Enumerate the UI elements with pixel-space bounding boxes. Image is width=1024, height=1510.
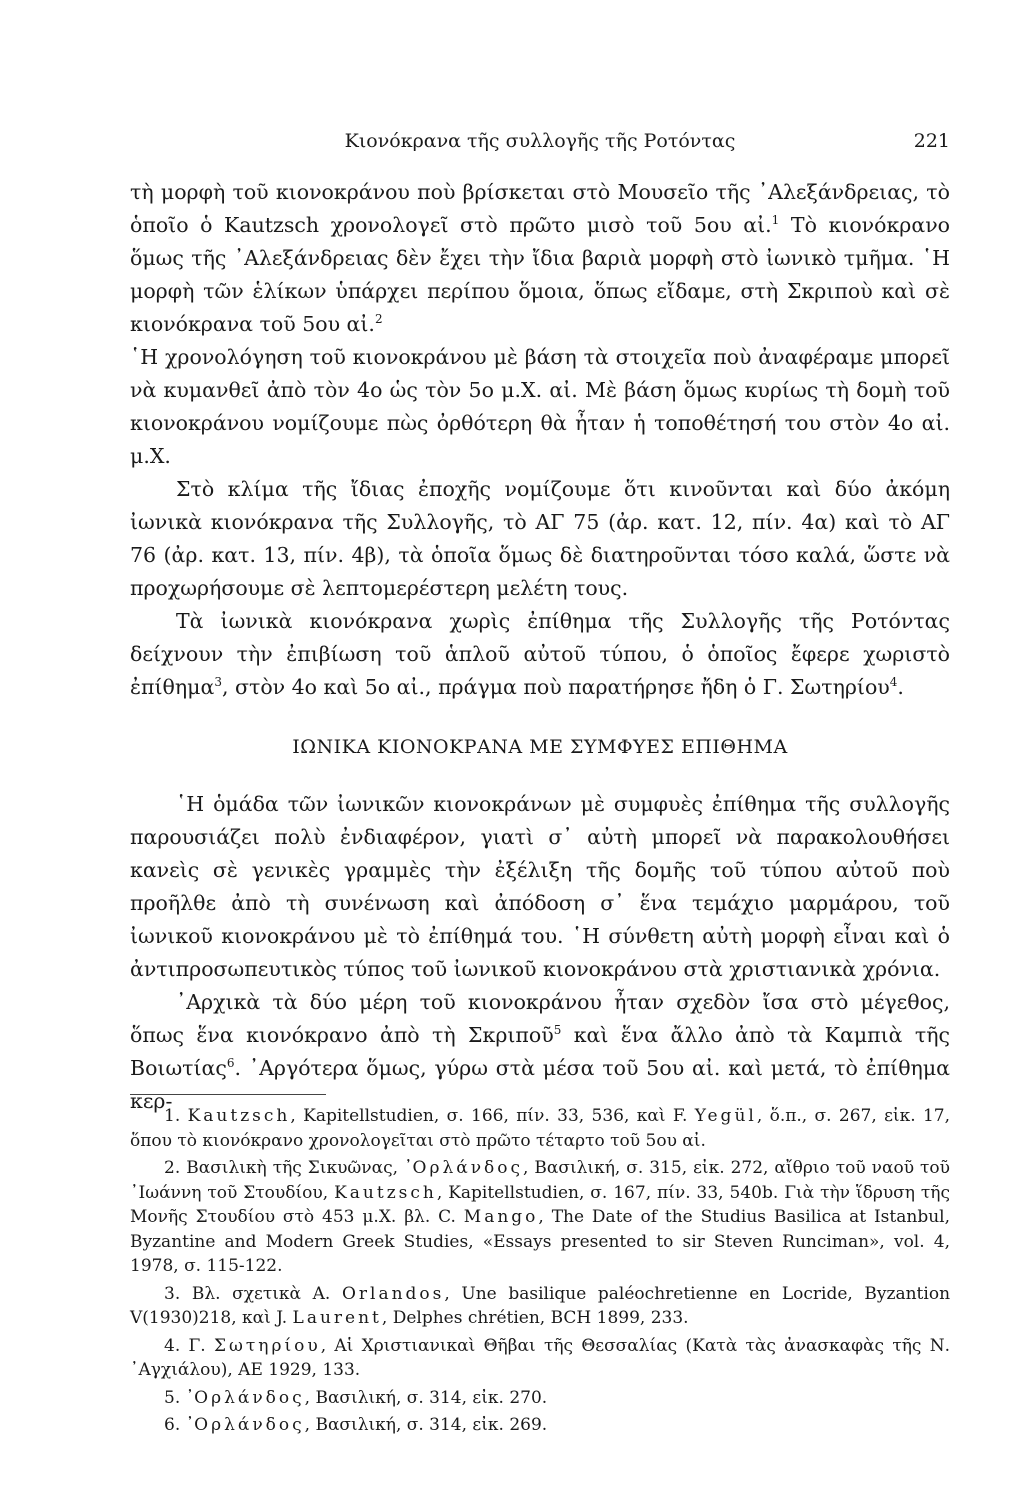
- paragraph-6: ᾿Αρχικὰ τὰ δύο μέρη τοῦ κιονοκράνου ἦταν σχεδὸν ἴσα στὸ μέγεθος, ὅπως ἕνα κιονόκρανο ἀπὸ τὴ Σκριποῦ$^5$ καὶ ἕνα ἄλλο ἀπὸ τὰ Καμπιὰ τῆς Βοιωτίας$^6$. ᾿Αργότερα ὅμως, γύρω στὰ μέσα τοῦ 5ου αἰ. καὶ μετά, τὸ ἐπίθημα κερ-: [130, 990, 950, 1113]
- footnote-4: 4. Γ. Σωτηρίου, Αἱ Χριστιανικαὶ Θῆβαι τῆς Θεσσαλίας (Κατὰ τὰς ἀνασκαφὰς τῆς Ν. ᾿Αγχιάλου), ΑΕ 1929, 133.: [130, 1335, 950, 1380]
- footnote-ref-6: 6: [226, 1056, 235, 1071]
- footnote-ref-2: 2: [374, 312, 383, 327]
- footnote-1: 1. Kautzsch, Kapitellstudien, σ. 166, πίν. 33, 536, καὶ F. Yegül, ὅ.π., σ. 267, εἰκ. 17, ὅπου τὸ κιονόκρανο χρονολογεῖται στὸ πρῶτο τέταρτο τοῦ 5ου αἰ.: [130, 1106, 951, 1151]
- footnote-2: 2. Βασιλικὴ τῆς Σικυῶνας, ᾿Ορλάνδος, Βασιλική, σ. 315, εἰκ. 272, αἴθριο τοῦ ναοῦ τοῦ ᾿Ιωάννη τοῦ Στουδίου, Kautzsch, Kapitellstudien, σ. 167, πίν. 33, 540b. Γιὰ τὴν ἵδρυση τῆς Μονῆς Στουδίου στὸ 453 μ.Χ. βλ. C. Mango, The Date of the Studius Basilica at Istanbul, Byzantine and Modern Greek Studies, «Essays presented to sir Steven Runciman», vol. 4, 1978, σ. 115-122.: [130, 1158, 950, 1276]
- footnote-divider: [130, 1094, 326, 1095]
- page-number: 221: [913, 130, 950, 152]
- main-text: [130, 176, 950, 1118]
- footnote-ref-5: 5: [553, 1023, 562, 1038]
- paragraph-1: τὴ μορφὴ τοῦ κιονοκράνου ποὺ βρίσκεται στὸ Μουσεῖο τῆς ᾿Αλεξάνδρειας, τὸ ὁποῖο ὁ Kautzsch χρονολογεῖ στὸ πρῶτο μισὸ τοῦ 5ου αἰ.$^1$ Τὸ κιονόκρανο ὅμως τῆς ᾿Αλεξάνδρειας δὲν ἔχει τὴν ἴδια βαριὰ μορφὴ στὸ ἰωνικὸ τμῆμα. ῾Η μορφὴ τῶν ἑλίκων ὑπάρχει περίπου ὅμοια, ὅπως εἴδαμε, στὴ Σκριποὺ καὶ σὲ κιονόκρανα τοῦ 5ου αἰ.$^2$: [130, 180, 951, 336]
- footnote-5: 5. ᾿Ορλάνδος, Βασιλική, σ. 314, εἰκ. 270.: [164, 1387, 548, 1408]
- footnote-6: 6. ᾿Ορλάνδος, Βασιλική, σ. 314, εἰκ. 269.: [164, 1415, 548, 1435]
- footnote-ref-3: 3: [214, 675, 222, 690]
- footnote-ref-4: 4: [889, 675, 898, 690]
- footnote-ref-1: 1: [771, 213, 780, 228]
- footnote-3: 3. Βλ. σχετικὰ A. Orlandos, Une basilique paléochretienne en Locride, Byzantion V(1930)218, καὶ J. Laurent, Delphes chrétien, BCH 1899, 233.: [130, 1283, 951, 1328]
- paragraph-2: ῾Η χρονολόγηση τοῦ κιονοκράνου μὲ βάση τὰ στοιχεῖα ποὺ ἀναφέραμε μπορεῖ νὰ κυμανθεῖ ἀπὸ τὸν 4ο ὡς τὸν 5ο μ.Χ. αἰ. Μὲ βάση ὅμως κυρίως τὴ δομὴ τοῦ κιονοκράνου νομίζουμε πὼς ὀρθότερη θὰ ἦταν ἡ τοποθέτησή του στὸν 4ο αἰ. μ.Χ.: [130, 345, 950, 468]
- paragraph-4: Τὰ ἰωνικὰ κιονόκρανα χωρὶς ἐπίθημα τῆς Συλλογῆς τῆς Ροτόντας δείχνουν τὴν ἐπιβίωση τοῦ ἁπλοῦ αὐτοῦ τύπου, ὁ ὁποῖος ἔφερε χωριστὸ ἐπίθημα$^3$, στὸν 4ο καὶ 5ο αἰ., πράγμα ποὺ παρατήρησε ἤδη ὁ Γ. Σωτηρίου$^4$.: [130, 609, 950, 699]
- paragraph-3: Στὸ κλίμα τῆς ἴδιας ἐποχῆς νομίζουμε ὅτι κινοῦνται καὶ δύο ἀκόμη ἰωνικὰ κιονόκρανα τῆς Συλλογῆς, τὸ ΑΓ 75 (ἀρ. κατ. 12, πίν. 4α) καὶ τὸ ΑΓ 76 (ἀρ. κατ. 13, πίν. 4β), τὰ ὁποῖα ὅμως δὲ διατηροῦνται τόσο καλά, ὥστε νὰ προχωρήσουμε σὲ λεπτομερέστερη μελέτη τους.: [130, 477, 950, 600]
- footnotes: [130, 1104, 950, 1441]
- paragraph-5: ῾Η ὁμάδα τῶν ἰωνικῶν κιονοκράνων μὲ συμφυὲς ἐπίθημα τῆς συλλογῆς παρουσιάζει πολὺ ἐνδιαφέρον, γιατὶ σ᾿ αὐτὴ μπορεῖ νὰ παρακολουθήσει κανεὶς σὲ γενικὲς γραμμὲς τὴν ἐξέλιξη τῆς δομῆς τοῦ τύπου αὐτοῦ ποὺ προῆλθε ἀπὸ τὴ συνένωση καὶ ἀπόδοση σ᾿ ἕνα τεμάχιο μαρμάρου, τοῦ ἰωνικοῦ κιονοκράνου μὲ τὸ ἐπίθημά του. ῾Η σύνθετη αὐτὴ μορφὴ εἶναι καὶ ὁ ἀντιπροσωπευτικὸς τύπος τοῦ ἰωνικοῦ κιονοκράνου στὰ χριστιανικὰ χρόνια.: [130, 792, 950, 981]
- running-head: Κιονόκρανα τῆς συλλογῆς τῆς Ροτόντας: [344, 130, 736, 152]
- section-heading: ΙΩΝΙΚΑ ΚΙΟΝΟΚΡΑΝΑ ΜΕ ΣΥΜΦΥΕΣ ΕΠΙΘΗΜΑ: [292, 736, 788, 758]
